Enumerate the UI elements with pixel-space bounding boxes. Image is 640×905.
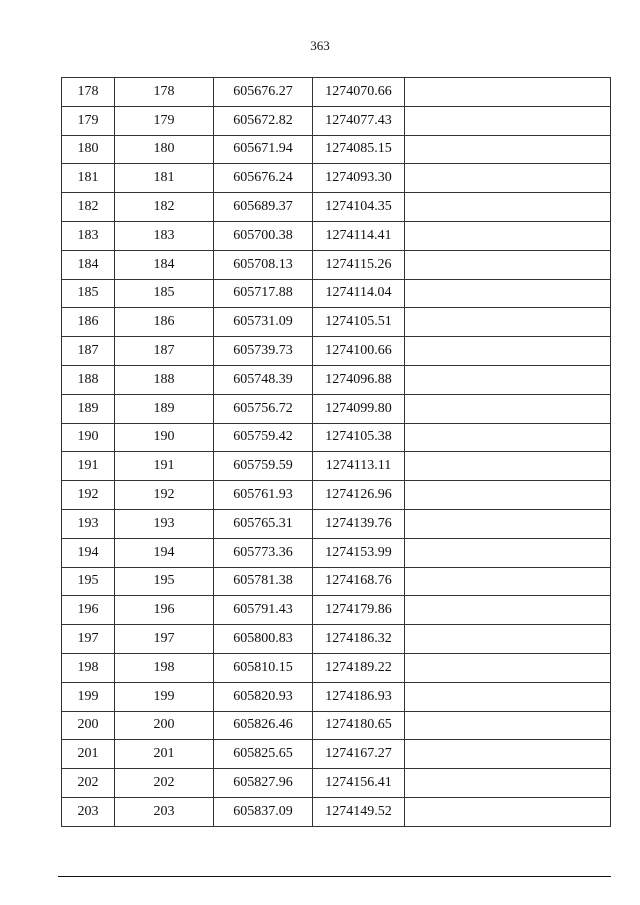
page-number: 363 <box>310 38 330 53</box>
x-coordinate-cell: 605825.65 <box>214 740 313 769</box>
table-row <box>62 596 611 625</box>
table-row <box>62 106 611 135</box>
table-row <box>62 423 611 452</box>
y-coordinate-cell: 1274126.96 <box>313 481 405 510</box>
notes-cell <box>405 423 611 452</box>
point-id-cell: 190 <box>115 423 214 452</box>
y-coordinate-cell: 1274085.15 <box>313 135 405 164</box>
notes-cell <box>405 509 611 538</box>
y-coordinate-cell: 1274168.76 <box>313 567 405 596</box>
table-row <box>62 711 611 740</box>
table-row <box>62 653 611 682</box>
point-number-cell: 198 <box>62 653 115 682</box>
y-coordinate-cell: 1274113.11 <box>313 452 405 481</box>
point-number-cell: 202 <box>62 769 115 798</box>
coordinates-table-body <box>62 78 611 827</box>
x-coordinate-cell: 605756.72 <box>214 394 313 423</box>
table-row <box>62 135 611 164</box>
table-row <box>62 797 611 826</box>
table-row <box>62 308 611 337</box>
point-number-cell: 185 <box>62 279 115 308</box>
point-id-cell: 184 <box>115 250 214 279</box>
point-id-cell: 179 <box>115 106 214 135</box>
point-id-cell: 192 <box>115 481 214 510</box>
notes-cell <box>405 481 611 510</box>
notes-cell <box>405 452 611 481</box>
y-coordinate-cell: 1274179.86 <box>313 596 405 625</box>
y-coordinate-cell: 1274096.88 <box>313 365 405 394</box>
point-number-cell: 196 <box>62 596 115 625</box>
point-number-cell: 194 <box>62 538 115 567</box>
point-id-cell: 181 <box>115 164 214 193</box>
table-row <box>62 567 611 596</box>
notes-cell <box>405 653 611 682</box>
notes-cell <box>405 337 611 366</box>
notes-cell <box>405 740 611 769</box>
y-coordinate-cell: 1274104.35 <box>313 193 405 222</box>
y-coordinate-cell: 1274100.66 <box>313 337 405 366</box>
point-id-cell: 197 <box>115 625 214 654</box>
notes-cell <box>405 135 611 164</box>
y-coordinate-cell: 1274105.51 <box>313 308 405 337</box>
table-row <box>62 164 611 193</box>
point-id-cell: 182 <box>115 193 214 222</box>
table-row <box>62 682 611 711</box>
x-coordinate-cell: 605708.13 <box>214 250 313 279</box>
x-coordinate-cell: 605739.73 <box>214 337 313 366</box>
y-coordinate-cell: 1274186.93 <box>313 682 405 711</box>
x-coordinate-cell: 605781.38 <box>214 567 313 596</box>
x-coordinate-cell: 605748.39 <box>214 365 313 394</box>
point-number-cell: 197 <box>62 625 115 654</box>
table-row <box>62 337 611 366</box>
notes-cell <box>405 797 611 826</box>
point-number-cell: 188 <box>62 365 115 394</box>
point-number-cell: 183 <box>62 221 115 250</box>
notes-cell <box>405 78 611 107</box>
table-row <box>62 394 611 423</box>
table-row <box>62 250 611 279</box>
point-id-cell: 180 <box>115 135 214 164</box>
x-coordinate-cell: 605759.59 <box>214 452 313 481</box>
y-coordinate-cell: 1274156.41 <box>313 769 405 798</box>
y-coordinate-cell: 1274186.32 <box>313 625 405 654</box>
notes-cell <box>405 365 611 394</box>
notes-cell <box>405 769 611 798</box>
notes-cell <box>405 394 611 423</box>
y-coordinate-cell: 1274149.52 <box>313 797 405 826</box>
notes-cell <box>405 711 611 740</box>
notes-cell <box>405 106 611 135</box>
point-id-cell: 178 <box>115 78 214 107</box>
notes-cell <box>405 164 611 193</box>
x-coordinate-cell: 605765.31 <box>214 509 313 538</box>
x-coordinate-cell: 605773.36 <box>214 538 313 567</box>
table-row <box>62 481 611 510</box>
point-id-cell: 203 <box>115 797 214 826</box>
point-id-cell: 200 <box>115 711 214 740</box>
y-coordinate-cell: 1274070.66 <box>313 78 405 107</box>
point-number-cell: 203 <box>62 797 115 826</box>
notes-cell <box>405 193 611 222</box>
point-id-cell: 186 <box>115 308 214 337</box>
y-coordinate-cell: 1274153.99 <box>313 538 405 567</box>
point-number-cell: 186 <box>62 308 115 337</box>
table-row <box>62 221 611 250</box>
table-row <box>62 769 611 798</box>
x-coordinate-cell: 605761.93 <box>214 481 313 510</box>
point-id-cell: 195 <box>115 567 214 596</box>
table-row <box>62 538 611 567</box>
notes-cell <box>405 682 611 711</box>
point-number-cell: 184 <box>62 250 115 279</box>
y-coordinate-cell: 1274077.43 <box>313 106 405 135</box>
point-number-cell: 195 <box>62 567 115 596</box>
point-number-cell: 191 <box>62 452 115 481</box>
point-id-cell: 202 <box>115 769 214 798</box>
x-coordinate-cell: 605820.93 <box>214 682 313 711</box>
x-coordinate-cell: 605810.15 <box>214 653 313 682</box>
point-number-cell: 193 <box>62 509 115 538</box>
coordinates-table <box>61 77 611 827</box>
y-coordinate-cell: 1274167.27 <box>313 740 405 769</box>
x-coordinate-cell: 605731.09 <box>214 308 313 337</box>
point-id-cell: 188 <box>115 365 214 394</box>
x-coordinate-cell: 605672.82 <box>214 106 313 135</box>
point-number-cell: 187 <box>62 337 115 366</box>
x-coordinate-cell: 605826.46 <box>214 711 313 740</box>
table-row <box>62 509 611 538</box>
point-number-cell: 178 <box>62 78 115 107</box>
table-row <box>62 279 611 308</box>
y-coordinate-cell: 1274114.41 <box>313 221 405 250</box>
point-id-cell: 193 <box>115 509 214 538</box>
point-id-cell: 183 <box>115 221 214 250</box>
point-id-cell: 194 <box>115 538 214 567</box>
x-coordinate-cell: 605676.27 <box>214 78 313 107</box>
x-coordinate-cell: 605671.94 <box>214 135 313 164</box>
point-number-cell: 201 <box>62 740 115 769</box>
point-number-cell: 189 <box>62 394 115 423</box>
point-number-cell: 179 <box>62 106 115 135</box>
notes-cell <box>405 221 611 250</box>
x-coordinate-cell: 605759.42 <box>214 423 313 452</box>
notes-cell <box>405 279 611 308</box>
y-coordinate-cell: 1274139.76 <box>313 509 405 538</box>
y-coordinate-cell: 1274099.80 <box>313 394 405 423</box>
table-row <box>62 625 611 654</box>
notes-cell <box>405 625 611 654</box>
x-coordinate-cell: 605837.09 <box>214 797 313 826</box>
point-id-cell: 185 <box>115 279 214 308</box>
point-id-cell: 199 <box>115 682 214 711</box>
x-coordinate-cell: 605689.37 <box>214 193 313 222</box>
table-row <box>62 78 611 107</box>
x-coordinate-cell: 605791.43 <box>214 596 313 625</box>
notes-cell <box>405 596 611 625</box>
point-number-cell: 180 <box>62 135 115 164</box>
point-number-cell: 199 <box>62 682 115 711</box>
point-id-cell: 189 <box>115 394 214 423</box>
notes-cell <box>405 538 611 567</box>
x-coordinate-cell: 605800.83 <box>214 625 313 654</box>
point-id-cell: 201 <box>115 740 214 769</box>
y-coordinate-cell: 1274114.04 <box>313 279 405 308</box>
point-id-cell: 191 <box>115 452 214 481</box>
x-coordinate-cell: 605700.38 <box>214 221 313 250</box>
point-id-cell: 196 <box>115 596 214 625</box>
point-number-cell: 200 <box>62 711 115 740</box>
y-coordinate-cell: 1274093.30 <box>313 164 405 193</box>
point-number-cell: 181 <box>62 164 115 193</box>
point-id-cell: 198 <box>115 653 214 682</box>
notes-cell <box>405 308 611 337</box>
point-number-cell: 192 <box>62 481 115 510</box>
point-number-cell: 190 <box>62 423 115 452</box>
x-coordinate-cell: 605827.96 <box>214 769 313 798</box>
notes-cell <box>405 250 611 279</box>
y-coordinate-cell: 1274105.38 <box>313 423 405 452</box>
x-coordinate-cell: 605676.24 <box>214 164 313 193</box>
table-row <box>62 740 611 769</box>
table-row <box>62 452 611 481</box>
y-coordinate-cell: 1274115.26 <box>313 250 405 279</box>
notes-cell <box>405 567 611 596</box>
point-id-cell: 187 <box>115 337 214 366</box>
bottom-rule <box>58 876 611 877</box>
y-coordinate-cell: 1274189.22 <box>313 653 405 682</box>
y-coordinate-cell: 1274180.65 <box>313 711 405 740</box>
point-number-cell: 182 <box>62 193 115 222</box>
table-row <box>62 365 611 394</box>
x-coordinate-cell: 605717.88 <box>214 279 313 308</box>
table-row <box>62 193 611 222</box>
